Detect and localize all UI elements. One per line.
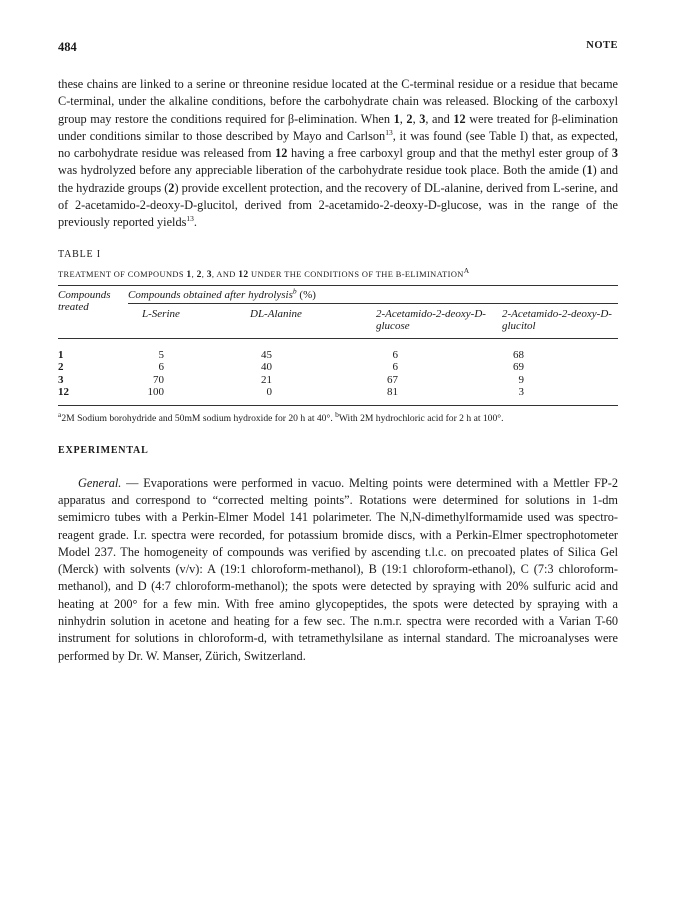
intro-paragraph: these chains are linked to a serine or threonine residue located at the C-terminal residue or a residue that became C-terminal, under the alkaline conditions, before the carbohydrate chain was released. Blocking of the carboxyl group may restore the conditions required for β-elimination. When 1, 2, 3, and 12 were treated for β-elimination under conditions similar to those described by Mayo and Carlson$^{13}$, it was found (see Table I) that, as expected, no carbohydrate residue was released from 12 having a free carboxyl group and that the methyl ester group of 3 was hydrolyzed before any appreciable liberation of the carbohydrate residue took place. Both the amide (1) and the hydrazide groups (2) provide excellent protection, and the recovery of DL-alanine, derived from L-serine, and of 2-acetamido-2-deoxy-D-glucitol, derived from 2-acetamido-2-deoxy-D-glucose, was in the range of the previously reported yields$^{13}$.: [58, 77, 619, 230]
table-label: TABLE I: [58, 248, 101, 260]
page-number: 484: [58, 40, 77, 54]
experimental-paragraph: General. — Evaporations were performed in vacuo. Melting points were determined with a Mettler FP-2 apparatus and correspond to “corrected melting points”. Rotations were determined for solutions in 1-dm semimicro tubes with a Perkin-Elmer Model 141 polarimeter. The N,N-dimethylformamide used was spectro-reagent grade. I.r. spectra were recorded, for potassium bromide discs, with a Perkin-Elmer spectrophotometer Model 237. The homogeneity of compounds was verified by ascending t.l.c. on precoated plates of Silica Gel (Merck) with solvents (v/v): A (19:1 chloroform-methanol), B (19:1 chloroform-ethanol), C (7:3 chloroform-methanol), and D (4:7 chloroform-methanol); the spots were detected by spraying with 20% sulfuric acid and heating at 200° for a few min. With free amino glycopeptides, the spots were detected by spraying with a ninhydrin solution in acetone and heating for a few sec. The n.m.r. spectra were recorded with a Varian T-60 instrument for solutions in chloroform-d, with tetramethylsilane as internal standard. The microanalyses were performed by Dr. W. Manser, Zürich, Switzerland.: [58, 475, 618, 663]
page-header: [58, 40, 618, 60]
table-caption: TREATMENT OF COMPOUNDS 1, 2, 3, AND 12 UNDER THE CONDITIONS OF THE $B-ELIMINATION^A$: [58, 265, 470, 280]
results-table: [58, 285, 618, 406]
header-l-serine: L-Serine: [142, 307, 180, 320]
running-title: NOTE: [586, 40, 618, 51]
table-footnote: $^a$2M Sodium borohydride and 50mM sodium hydroxide for 20 h at 40°. $^b$With 2M hydrochloric acid for 2 h at 100°.: [58, 409, 504, 424]
table-subheader-row: [58, 303, 618, 338]
citation-superscript: 13: [186, 214, 194, 224]
section-heading: EXPERIMENTAL: [58, 444, 149, 456]
run-in-heading: General.: [78, 475, 122, 490]
table-header-row: [58, 285, 618, 303]
header-acetamido-glucitol: 2-Acetamido-2-deoxy-D-glucitol: [502, 307, 612, 332]
header-dl-alanine: DL-Alanine: [250, 307, 302, 320]
table-row: 12 100 0 81 3: [58, 386, 618, 405]
table-row: 1 5 45 6 68: [58, 348, 524, 361]
citation-superscript: 13: [385, 127, 393, 137]
header-acetamido-glucose: 2-Acetamido-2-deoxy-D-glucose: [376, 307, 486, 332]
header-compounds-obtained: Compounds obtained after hydrolysis$^b$ (%): [128, 285, 618, 303]
table-row: 2 6 40 6 69: [58, 361, 524, 374]
table-row: 3 70 21 67 9: [58, 373, 524, 386]
paper-page: [58, 40, 618, 665]
header-compounds-treated: Compounds treated: [58, 288, 111, 313]
